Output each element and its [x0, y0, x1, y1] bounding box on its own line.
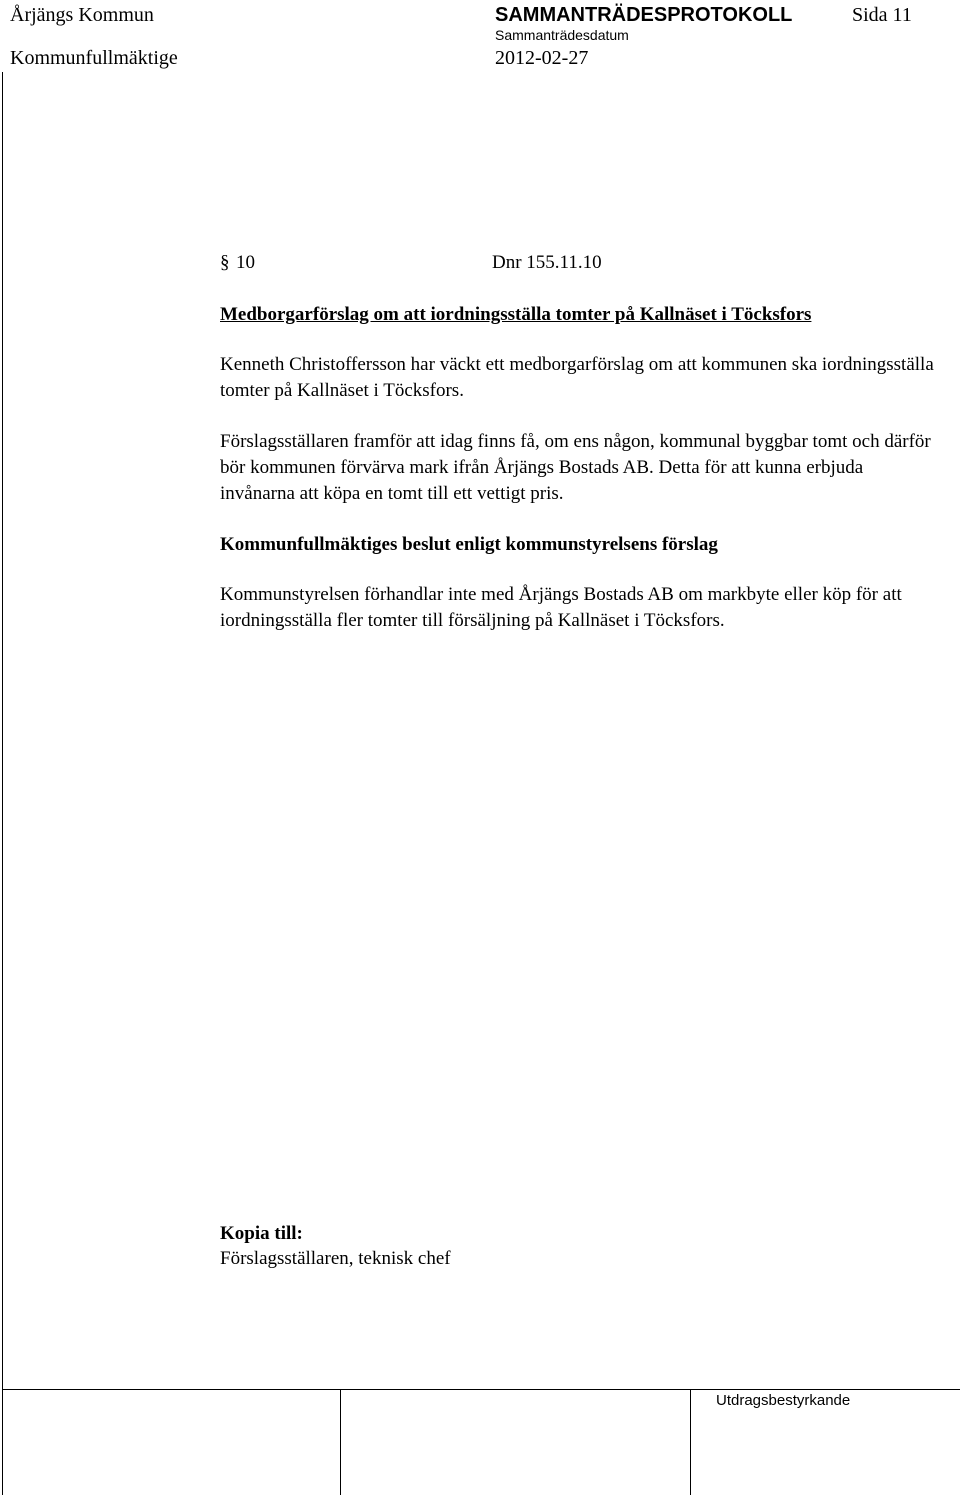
governing-body: Kommunfullmäktige — [10, 47, 178, 69]
footer-divider — [2, 1389, 960, 1390]
meeting-date: 2012-02-27 — [495, 47, 589, 69]
certification-label: Utdragsbestyrkande — [716, 1392, 851, 1409]
section-number: 10 — [236, 252, 255, 273]
document-type: SAMMANTRÄDESPROTOKOLL — [495, 4, 793, 26]
organization-name: Årjängs Kommun — [10, 4, 154, 26]
intro-paragraph: Kenneth Christoffersson har väckt ett medborgarförslag om att kommunen ska iordningsställa tomter på Kallnäset i Töcksfors. — [220, 354, 934, 401]
proposal-paragraph: Förslagsställaren framför att idag finns få, om ens någon, kommunal byggbar tomt och därför bör kommunen förvärva mark ifrån Årjängs Bostads AB. Detta för att kunna erbjuda invånarna att köpa en tomt till ett vettigt pris. — [220, 431, 931, 504]
page-number: Sida 11 — [852, 4, 912, 26]
section-title: Medborgarförslag om att iordningsställa tomter på Kallnäset i Töcksfors — [220, 304, 812, 325]
footer-box-col-2 — [690, 1389, 691, 1495]
section-line — [220, 250, 602, 276]
date-label: Sammanträdesdatum — [495, 27, 629, 43]
paragraph-sign: § — [220, 252, 230, 273]
copy-to-label: Kopia till: — [220, 1223, 303, 1244]
copy-to-recipients: Förslagsställaren, teknisk chef — [220, 1248, 451, 1269]
footer-box-left — [2, 1389, 3, 1495]
diary-number: Dnr 155.11.10 — [492, 252, 602, 273]
decision-paragraph: Kommunstyrelsen förhandlar inte med Årjängs Bostads AB om markbyte eller köp för att iordningsställa fler tomter till försäljning på Kallnäset i Töcksfors. — [220, 584, 902, 631]
decision-heading: Kommunfullmäktiges beslut enligt kommunstyrelsens förslag — [220, 534, 718, 555]
footer-box-col-1 — [340, 1389, 341, 1495]
left-margin-line — [2, 72, 3, 1390]
